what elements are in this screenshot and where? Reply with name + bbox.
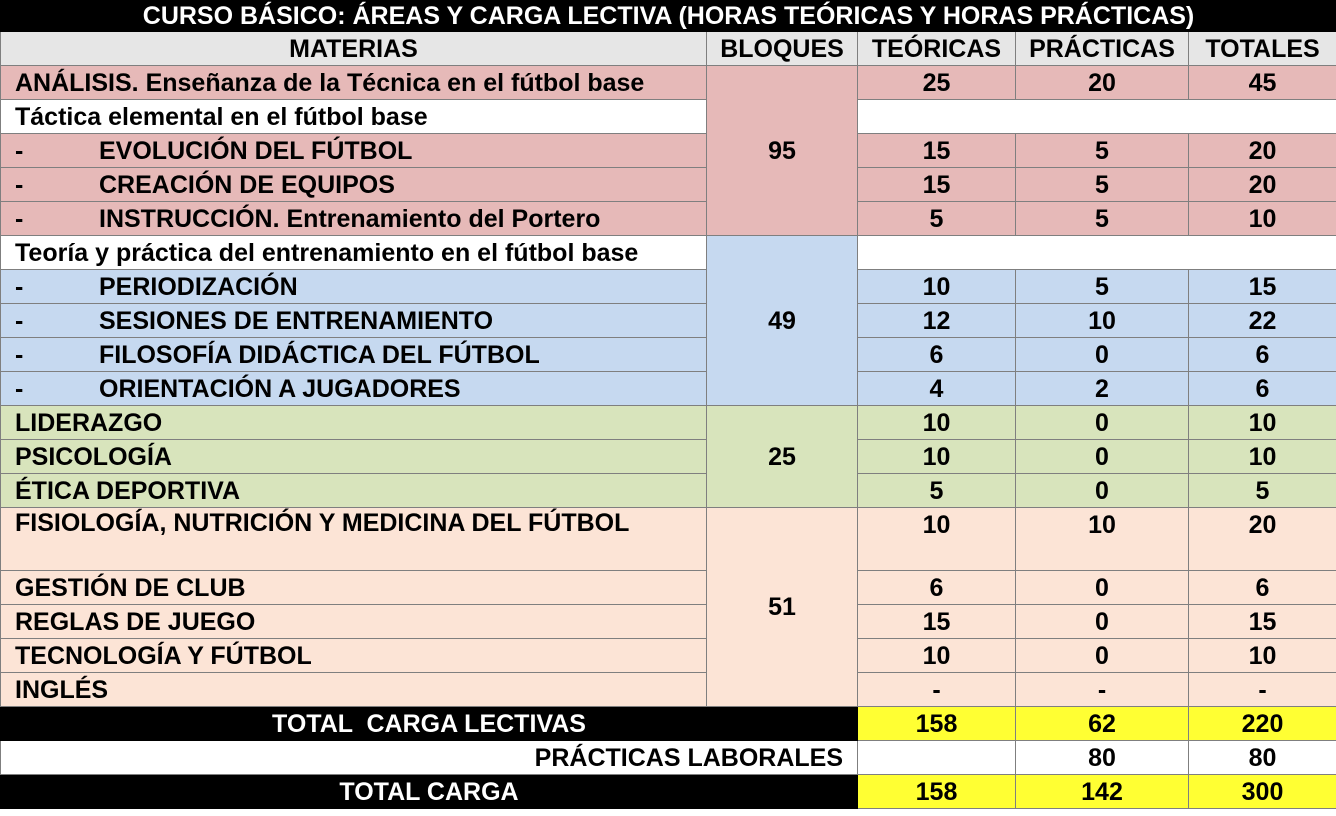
total-hours: 22 [1189,304,1336,338]
subject-cell [1,134,707,168]
practice-hours: 2 [1016,372,1189,406]
theory-hours: 12 [858,304,1016,338]
total-hours: 20 [1189,508,1336,571]
practice-hours: 10 [1016,508,1189,571]
bullet-dash: - [15,340,24,369]
subject-label: FILOSOFÍA DIDÁCTICA DEL FÚTBOL [99,340,540,369]
total-lectivas-total: 220 [1189,707,1336,741]
theory-hours: 10 [858,440,1016,474]
subject-cell [1,372,707,406]
section-label: Teoría y práctica del entrenamiento en el fútbol base [1,236,707,270]
table-row [1,66,1336,100]
total-hours: - [1189,673,1336,707]
subject-label: PSICOLOGÍA [1,440,707,474]
practicas-laborales-practice: 80 [1016,741,1189,775]
practice-hours: 10 [1016,304,1189,338]
total-carga-row [1,775,1336,809]
total-hours: 45 [1189,66,1336,100]
total-lectivas-label: TOTAL CARGA LECTIVAS [1,707,858,741]
practice-hours: 0 [1016,605,1189,639]
total-hours: 5 [1189,474,1336,508]
subject-label: SESIONES DE ENTRENAMIENTO [99,306,494,335]
practice-hours: 0 [1016,571,1189,605]
practice-hours: 0 [1016,406,1189,440]
practice-hours: 0 [1016,639,1189,673]
subject-label: FISIOLOGÍA, NUTRICIÓN Y MEDICINA DEL FÚTBOL [1,508,707,571]
total-hours: 15 [1189,270,1336,304]
total-carga-total: 300 [1189,775,1336,809]
header-row [1,32,1336,66]
table-row [1,639,1336,673]
block-hours: 25 [707,406,858,508]
subject-cell [1,168,707,202]
subject-label: LIDERAZGO [1,406,707,440]
total-lectivas-row [1,707,1336,741]
table-row [1,270,1336,304]
bullet-dash: - [15,170,24,199]
total-lectivas-theory: 158 [858,707,1016,741]
total-hours: 10 [1189,440,1336,474]
subject-cell [1,270,707,304]
theory-hours: 4 [858,372,1016,406]
subject-label: CREACIÓN DE EQUIPOS [99,170,395,199]
subject-label: INSTRUCCIÓN. Entrenamiento del Portero [99,204,601,233]
theory-hours: 5 [858,202,1016,236]
theory-hours: 6 [858,571,1016,605]
total-carga-theory: 158 [858,775,1016,809]
section-label: Táctica elemental en el fútbol base [1,100,707,134]
practice-hours: 0 [1016,474,1189,508]
subject-cell [1,304,707,338]
subject-label: REGLAS DE JUEGO [1,605,707,639]
theory-hours: 25 [858,66,1016,100]
table-row [1,440,1336,474]
theory-hours: - [858,673,1016,707]
practicas-laborales-label: PRÁCTICAS LABORALES [1,741,858,775]
empty-cell [858,741,1016,775]
header-teoricas: TEÓRICAS [858,32,1016,66]
practice-hours: 0 [1016,440,1189,474]
table-row [1,134,1336,168]
theory-hours: 10 [858,270,1016,304]
practicas-laborales-row [1,741,1336,775]
subject-label: GESTIÓN DE CLUB [1,571,707,605]
table-row [1,168,1336,202]
total-hours: 6 [1189,372,1336,406]
table-row [1,508,1336,571]
header-materias: MATERIAS [1,32,707,66]
bullet-dash: - [15,306,24,335]
subject-label: TECNOLOGÍA Y FÚTBOL [1,639,707,673]
practice-hours: 5 [1016,168,1189,202]
practice-hours: 5 [1016,202,1189,236]
table-row [1,474,1336,508]
total-hours: 6 [1189,571,1336,605]
theory-hours: 15 [858,168,1016,202]
bullet-dash: - [15,272,24,301]
total-lectivas-practice: 62 [1016,707,1189,741]
total-hours: 10 [1189,639,1336,673]
title-row [1,1,1336,32]
total-hours: 6 [1189,338,1336,372]
table-row [1,673,1336,707]
empty-cell [858,100,1336,134]
subject-label: ÉTICA DEPORTIVA [1,474,707,508]
total-hours: 20 [1189,134,1336,168]
header-bloques: BLOQUES [707,32,858,66]
practicas-laborales-total: 80 [1189,741,1336,775]
block-hours: 95 [707,66,858,236]
practice-hours: 20 [1016,66,1189,100]
practice-hours: 0 [1016,338,1189,372]
empty-cell [858,236,1336,270]
total-carga-label: TOTAL CARGA [1,775,858,809]
theory-hours: 10 [858,639,1016,673]
subject-label: EVOLUCIÓN DEL FÚTBOL [99,136,413,165]
theory-hours: 10 [858,508,1016,571]
table-row [1,202,1336,236]
total-hours: 20 [1189,168,1336,202]
total-carga-practice: 142 [1016,775,1189,809]
total-hours: 10 [1189,406,1336,440]
bullet-dash: - [15,374,24,403]
total-hours: 15 [1189,605,1336,639]
table-row [1,605,1336,639]
theory-hours: 6 [858,338,1016,372]
block-hours: 49 [707,236,858,406]
table-title: CURSO BÁSICO: ÁREAS Y CARGA LECTIVA (HORAS TEÓRICAS Y HORAS PRÁCTICAS) [1,1,1336,32]
bullet-dash: - [15,136,24,165]
bullet-dash: - [15,204,24,233]
header-totales: TOTALES [1189,32,1336,66]
subject-label: ORIENTACIÓN A JUGADORES [99,374,461,403]
subject-label: INGLÉS [1,673,707,707]
header-practicas: PRÁCTICAS [1016,32,1189,66]
total-hours: 10 [1189,202,1336,236]
practice-hours: 5 [1016,270,1189,304]
theory-hours: 10 [858,406,1016,440]
theory-hours: 15 [858,605,1016,639]
subject-label: PERIODIZACIÓN [99,272,298,301]
practice-hours: 5 [1016,134,1189,168]
table-row [1,406,1336,440]
subject-label: ANÁLISIS. Enseñanza de la Técnica en el fútbol base [1,66,707,100]
table-row [1,338,1336,372]
block-hours: 51 [707,508,858,707]
table-row [1,236,1336,270]
practice-hours: - [1016,673,1189,707]
subject-cell [1,338,707,372]
theory-hours: 15 [858,134,1016,168]
table-row [1,571,1336,605]
theory-hours: 5 [858,474,1016,508]
subject-cell [1,202,707,236]
table-row [1,372,1336,406]
table-row [1,304,1336,338]
table-row [1,100,1336,134]
